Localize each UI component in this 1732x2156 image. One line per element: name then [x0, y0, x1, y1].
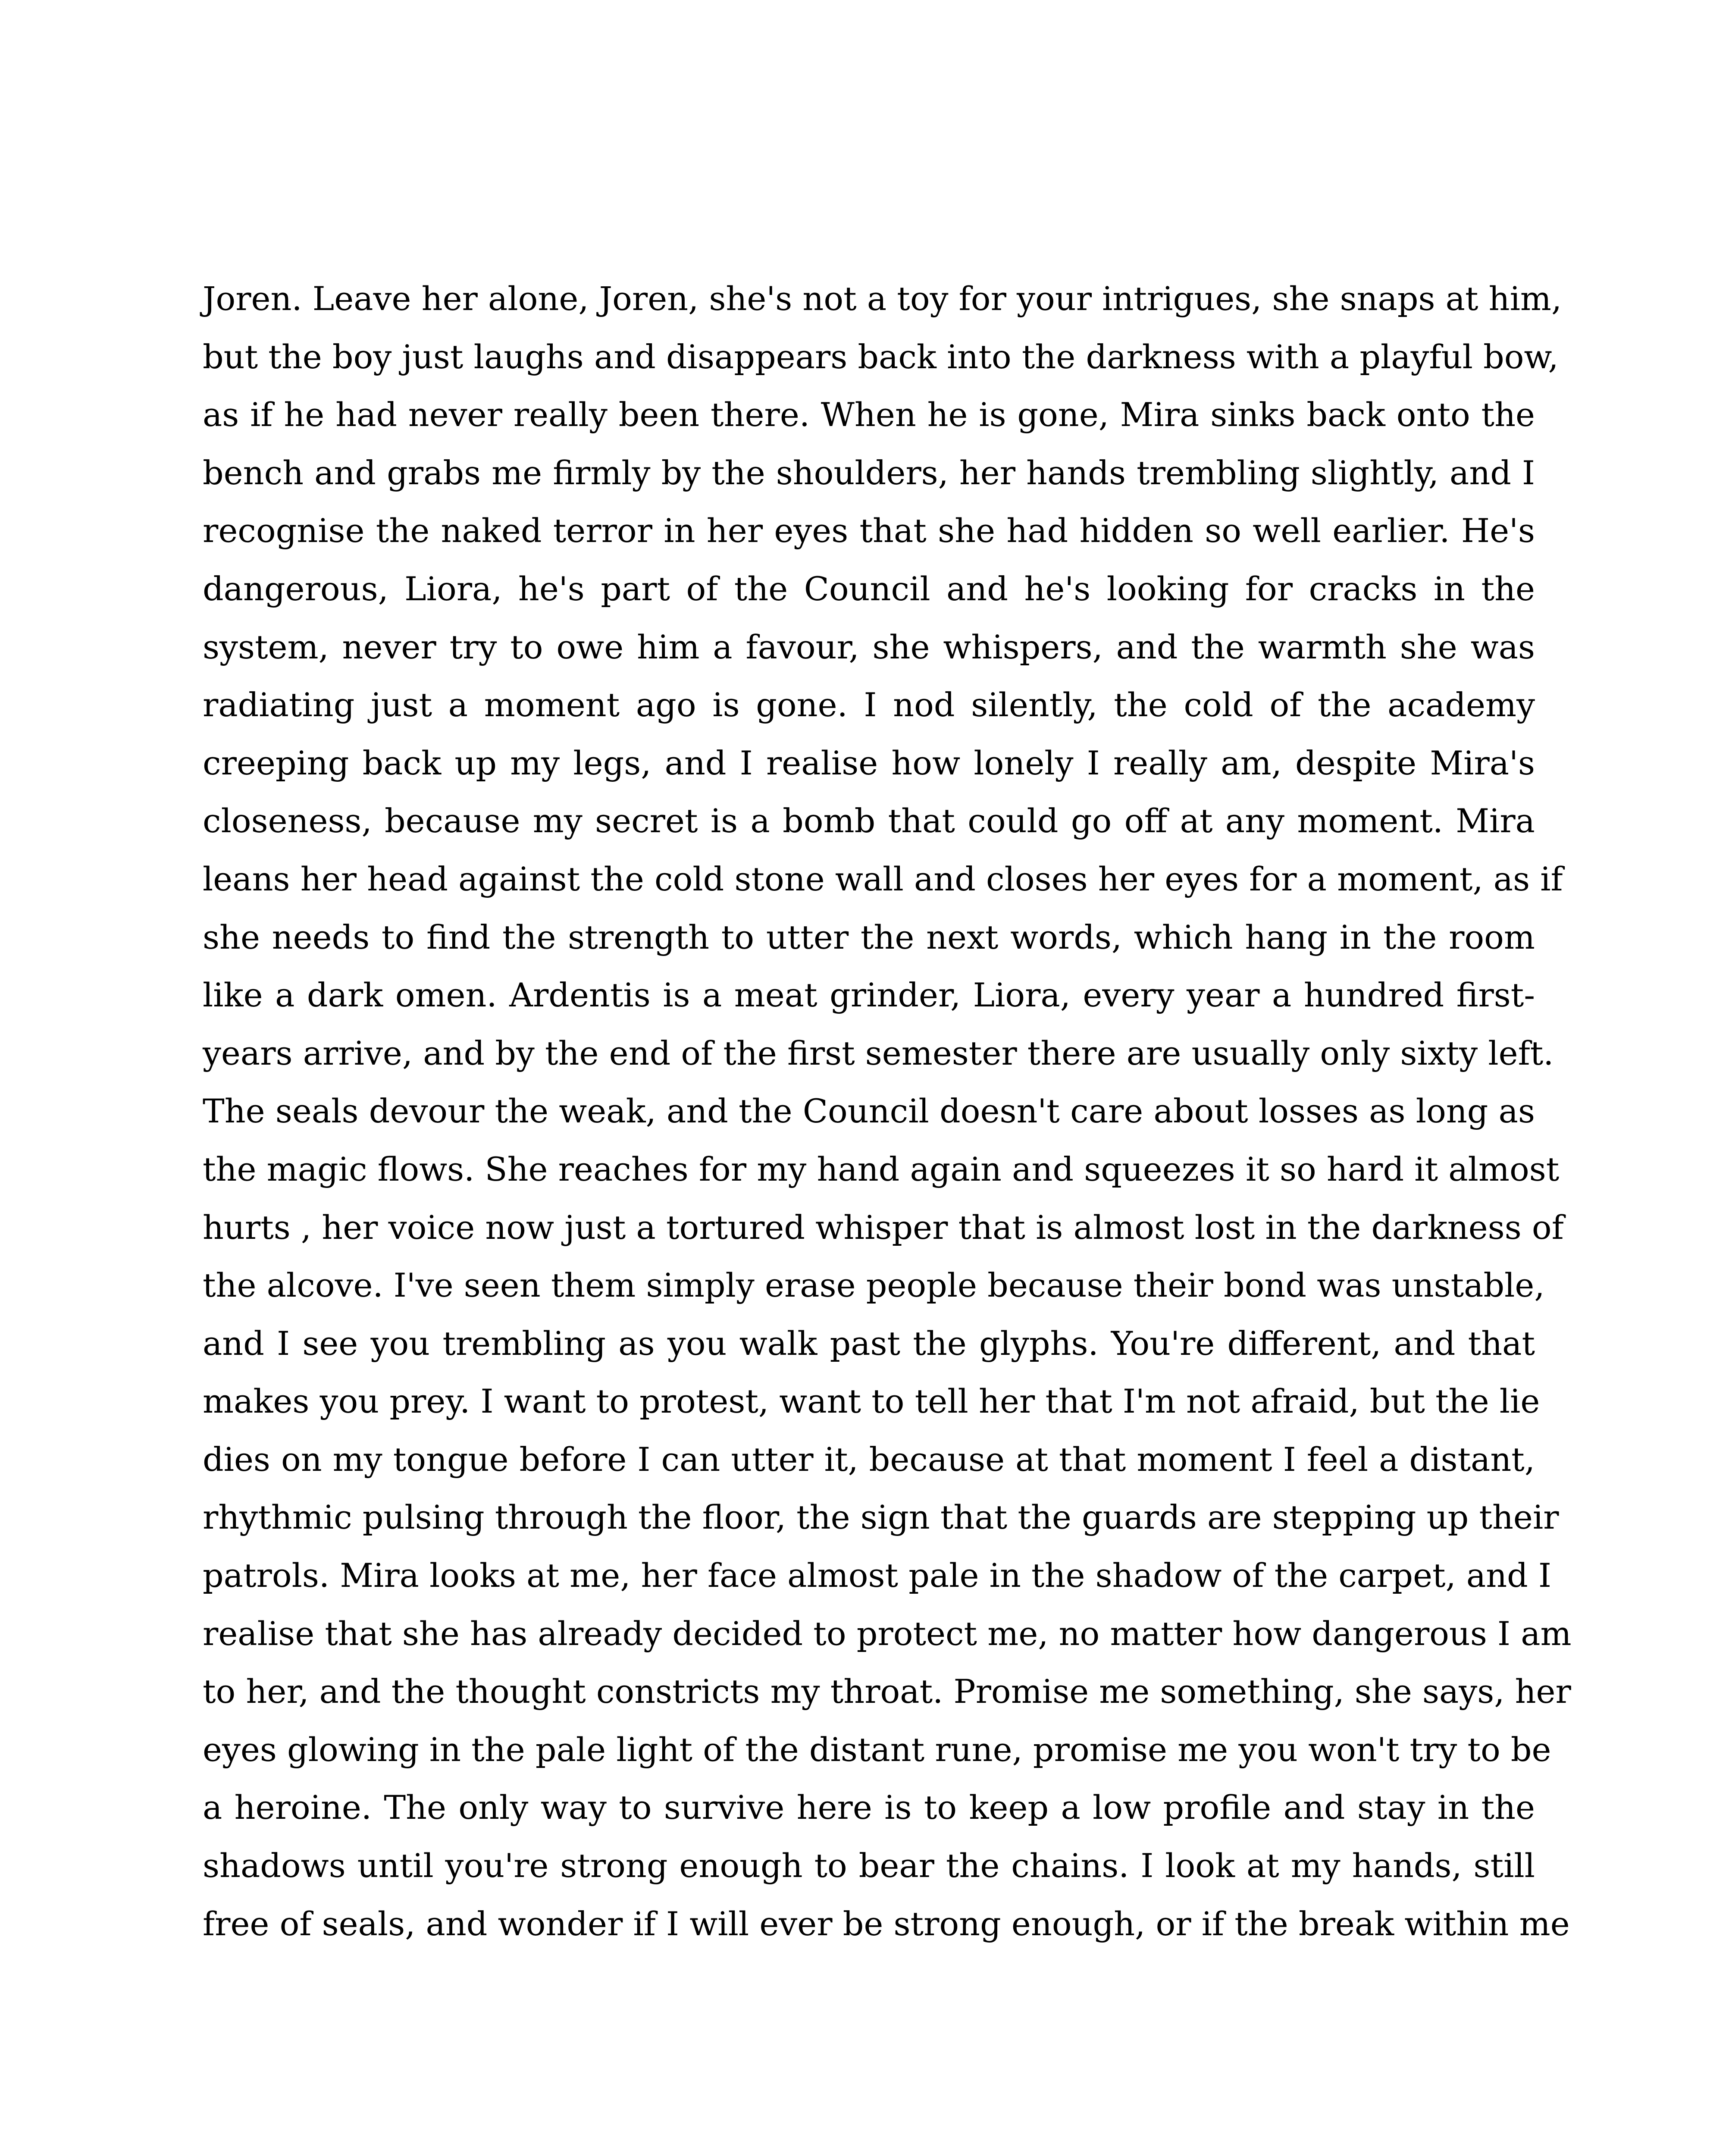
text-line: a heroine. The only way to survive here is to keep a low profile and stay in the — [203, 1788, 1535, 1827]
text-line: bench and grabs me firmly by the shoulders, her hands trembling slightly, and I — [203, 453, 1535, 492]
text-line: closeness, because my secret is a bomb that could go off at any moment. Mira — [203, 802, 1535, 840]
text-line: dies on my tongue before I can utter it, because at that moment I feel a distant, — [203, 1440, 1535, 1479]
text-line: recognise the naked terror in her eyes that she had hidden so well earlier. He's — [203, 511, 1535, 550]
text-line: creeping back up my legs, and I realise how lonely I really am, despite Mira's — [203, 743, 1535, 782]
text-line: rhythmic pulsing through the floor, the sign that the guards are stepping up their — [203, 1498, 1559, 1537]
text-line: Joren. Leave her alone, Joren, she's not a toy for your intrigues, she snaps at him, — [203, 279, 1562, 318]
text-line: realise that she has already decided to protect me, no matter how dangerous I am — [203, 1614, 1572, 1653]
text-line: the magic flows. She reaches for my hand again and squeezes it so hard it almost — [203, 1150, 1560, 1188]
text-line: but the boy just laughs and disappears back into the darkness with a playful bow, — [203, 337, 1559, 376]
text-line: and I see you trembling as you walk past the glyphs. You're different, and that — [203, 1324, 1535, 1363]
text-line: years arrive, and by the end of the first semester there are usually only sixty left. — [203, 1034, 1554, 1072]
text-line: patrols. Mira looks at me, her face almost pale in the shadow of the carpet, and I — [203, 1556, 1551, 1595]
text-line: system, never try to owe him a favour, she whispers, and the warmth she was — [203, 627, 1535, 666]
text-line: dangerous, Liora, he's part of the Council and he's looking for cracks in the — [203, 569, 1535, 608]
text-line: as if he had never really been there. When he is gone, Mira sinks back onto the — [203, 395, 1535, 434]
text-line: the alcove. I've seen them simply erase people because their bond was unstable, — [203, 1266, 1545, 1305]
text-line: makes you prey. I want to protest, want to tell her that I'm not afraid, but the lie — [203, 1382, 1540, 1421]
text-line: free of seals, and wonder if I will ever be strong enough, or if the break within me — [203, 1904, 1570, 1943]
text-line: like a dark omen. Ardentis is a meat grinder, Liora, every year a hundred first- — [203, 976, 1535, 1015]
body-text — [203, 270, 1572, 1953]
text-line: leans her head against the cold stone wall and closes her eyes for a moment, as if — [203, 859, 1563, 898]
text-line: hurts , her voice now just a tortured whisper that is almost lost in the darkness of — [203, 1208, 1564, 1247]
text-line: eyes glowing in the pale light of the distant rune, promise me you won't try to be — [203, 1730, 1551, 1769]
text-line: The seals devour the weak, and the Council doesn't care about losses as long as — [203, 1092, 1535, 1131]
text-line: radiating just a moment ago is gone. I nod silently, the cold of the academy — [203, 686, 1535, 724]
text-line: shadows until you're strong enough to bear the chains. I look at my hands, still — [203, 1846, 1535, 1885]
text-line: she needs to find the strength to utter the next words, which hang in the room — [203, 918, 1535, 956]
text-line: to her, and the thought constricts my throat. Promise me something, she says, her — [203, 1672, 1571, 1711]
